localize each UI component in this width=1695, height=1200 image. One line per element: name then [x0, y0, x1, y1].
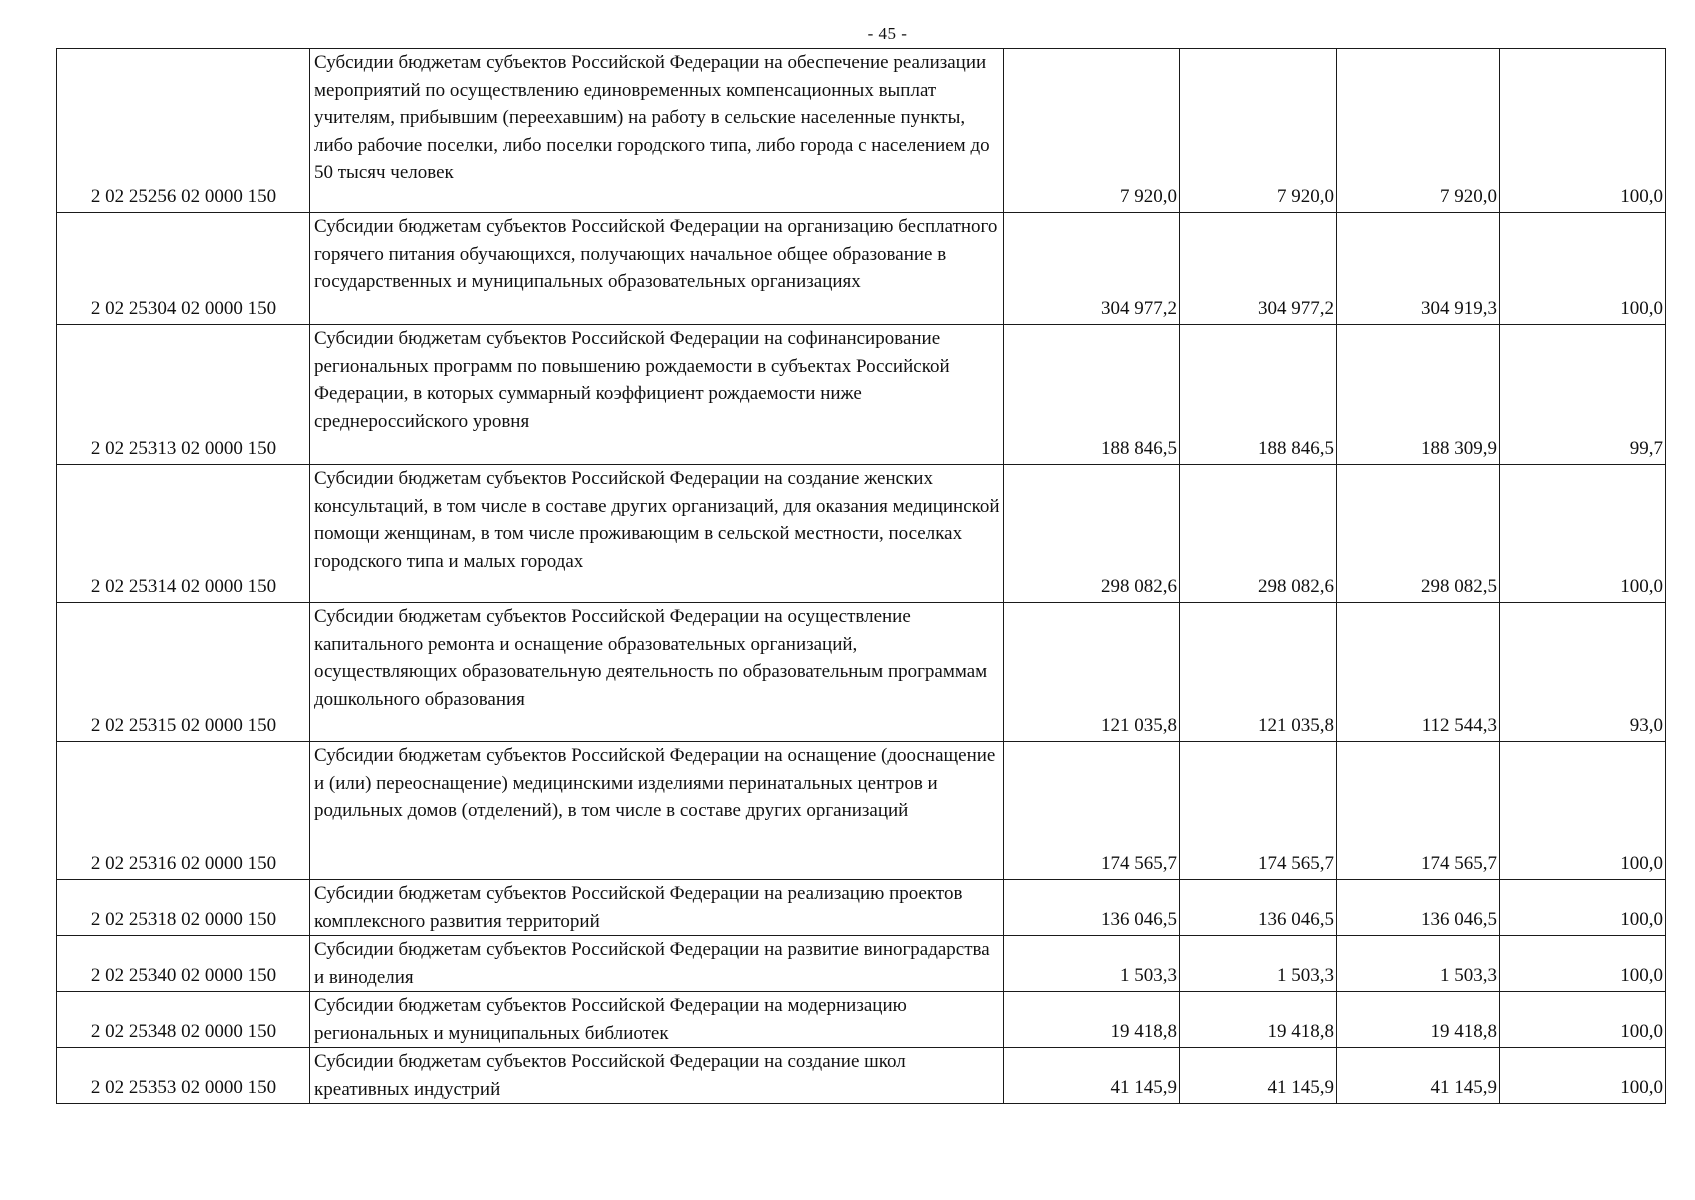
- budget-code-cell: 2 02 25256 02 0000 150: [57, 49, 310, 213]
- budget-code-cell: 2 02 25316 02 0000 150: [57, 742, 310, 880]
- percent-cell: 100,0: [1500, 49, 1666, 213]
- amount-cell-1: 41 145,9: [1004, 1048, 1180, 1104]
- description-cell: [310, 325, 1004, 465]
- amount-cell-2: 298 082,6: [1180, 465, 1337, 603]
- budget-table: [56, 48, 1666, 1104]
- table-body: [57, 49, 1666, 1104]
- amount-cell-3: 304 919,3: [1337, 213, 1500, 325]
- description-cell: [310, 603, 1004, 742]
- budget-code-cell: 2 02 25348 02 0000 150: [57, 992, 310, 1048]
- budget-code-cell: 2 02 25313 02 0000 150: [57, 325, 310, 465]
- amount-cell-2: 121 035,8: [1180, 603, 1337, 742]
- percent-cell: 93,0: [1500, 603, 1666, 742]
- amount-cell-1: 7 920,0: [1004, 49, 1180, 213]
- description-text: Субсидии бюджетам субъектов Российской Федерации на обеспечение реализации мероприятий по осуществлению единовременных компенсационных выплат учителям, прибывшим (переехавшим) на работу в сельские населенные пункты, либо рабочие поселки, либо поселки городского типа, либо города с населением до 50 тысяч человек: [314, 52, 990, 183]
- description-cell: [310, 936, 1004, 992]
- description-text: Субсидии бюджетам субъектов Российской Федерации на реализацию проектов комплексного развития территорий: [314, 883, 963, 932]
- percent-cell: 100,0: [1500, 880, 1666, 936]
- description-cell: [310, 465, 1004, 603]
- amount-cell-2: 304 977,2: [1180, 213, 1337, 325]
- amount-cell-2: 174 565,7: [1180, 742, 1337, 880]
- table-row: [57, 465, 1666, 603]
- table-row: [57, 49, 1666, 213]
- amount-cell-1: 304 977,2: [1004, 213, 1180, 325]
- amount-cell-3: 298 082,5: [1337, 465, 1500, 603]
- description-text: Субсидии бюджетам субъектов Российской Федерации на создание школ креативных индустрий: [314, 1051, 906, 1100]
- amount-cell-3: 1 503,3: [1337, 936, 1500, 992]
- percent-cell: 100,0: [1500, 465, 1666, 603]
- amount-cell-2: 41 145,9: [1180, 1048, 1337, 1104]
- amount-cell-1: 174 565,7: [1004, 742, 1180, 880]
- budget-code-cell: 2 02 25304 02 0000 150: [57, 213, 310, 325]
- table-row: [57, 1048, 1666, 1104]
- page-number: - 45 -: [867, 24, 908, 43]
- description-text: Субсидии бюджетам субъектов Российской Федерации на развитие виноградарства и виноделия: [314, 939, 990, 988]
- budget-code-cell: 2 02 25314 02 0000 150: [57, 465, 310, 603]
- description-text: Субсидии бюджетам субъектов Российской Федерации на создание женских консультаций, в том числе в составе других организаций, для оказания медицинской помощи женщинам, в том числе проживающим в сельской местности, поселках городского типа и малых городах: [314, 468, 1000, 572]
- percent-cell: 100,0: [1500, 213, 1666, 325]
- amount-cell-2: 19 418,8: [1180, 992, 1337, 1048]
- description-text: Субсидии бюджетам субъектов Российской Федерации на модернизацию региональных и муниципальных библиотек: [314, 995, 907, 1044]
- amount-cell-3: 174 565,7: [1337, 742, 1500, 880]
- description-text: Субсидии бюджетам субъектов Российской Федерации на софинансирование региональных программ по повышению рождаемости в субъектах Российской Федерации, в которых суммарный коэффициент рождаемости ниже среднероссийского уровня: [314, 328, 950, 432]
- amount-cell-3: 41 145,9: [1337, 1048, 1500, 1104]
- description-text: Субсидии бюджетам субъектов Российской Федерации на организацию бесплатного горячего питания обучающихся, получающих начальное общее образование в государственных и муниципальных образовательных организациях: [314, 216, 998, 292]
- budget-code-cell: 2 02 25353 02 0000 150: [57, 1048, 310, 1104]
- percent-cell: 100,0: [1500, 1048, 1666, 1104]
- description-cell: [310, 1048, 1004, 1104]
- table-row: [57, 213, 1666, 325]
- description-cell: [310, 880, 1004, 936]
- amount-cell-2: 7 920,0: [1180, 49, 1337, 213]
- description-cell: [310, 992, 1004, 1048]
- description-cell: [310, 213, 1004, 325]
- amount-cell-3: 19 418,8: [1337, 992, 1500, 1048]
- percent-cell: 100,0: [1500, 936, 1666, 992]
- amount-cell-3: 112 544,3: [1337, 603, 1500, 742]
- amount-cell-1: 188 846,5: [1004, 325, 1180, 465]
- amount-cell-3: 136 046,5: [1337, 880, 1500, 936]
- percent-cell: 100,0: [1500, 992, 1666, 1048]
- description-cell: [310, 742, 1004, 880]
- table-row: [57, 992, 1666, 1048]
- amount-cell-2: 188 846,5: [1180, 325, 1337, 465]
- description-text: Субсидии бюджетам субъектов Российской Федерации на оснащение (дооснащение и (или) переоснащение) медицинскими изделиями перинатальных центров и родильных домов (отделений), в том числе в составе других организаций: [314, 745, 996, 821]
- amount-cell-2: 136 046,5: [1180, 880, 1337, 936]
- description-text: Субсидии бюджетам субъектов Российской Федерации на осуществление капитального ремонта и оснащение образовательных организаций, осуществляющих образовательную деятельность по образовательным программам дошкольного образования: [314, 606, 988, 710]
- table-row: [57, 742, 1666, 880]
- description-cell: [310, 49, 1004, 213]
- amount-cell-1: 19 418,8: [1004, 992, 1180, 1048]
- table-row: [57, 603, 1666, 742]
- budget-code-cell: 2 02 25318 02 0000 150: [57, 880, 310, 936]
- table-row: [57, 936, 1666, 992]
- budget-code-cell: 2 02 25340 02 0000 150: [57, 936, 310, 992]
- table-row: [57, 325, 1666, 465]
- table-row: [57, 880, 1666, 936]
- amount-cell-1: 136 046,5: [1004, 880, 1180, 936]
- amount-cell-1: 1 503,3: [1004, 936, 1180, 992]
- percent-cell: 100,0: [1500, 742, 1666, 880]
- amount-cell-3: 188 309,9: [1337, 325, 1500, 465]
- amount-cell-3: 7 920,0: [1337, 49, 1500, 213]
- amount-cell-1: 298 082,6: [1004, 465, 1180, 603]
- budget-code-cell: 2 02 25315 02 0000 150: [57, 603, 310, 742]
- percent-cell: 99,7: [1500, 325, 1666, 465]
- amount-cell-2: 1 503,3: [1180, 936, 1337, 992]
- amount-cell-1: 121 035,8: [1004, 603, 1180, 742]
